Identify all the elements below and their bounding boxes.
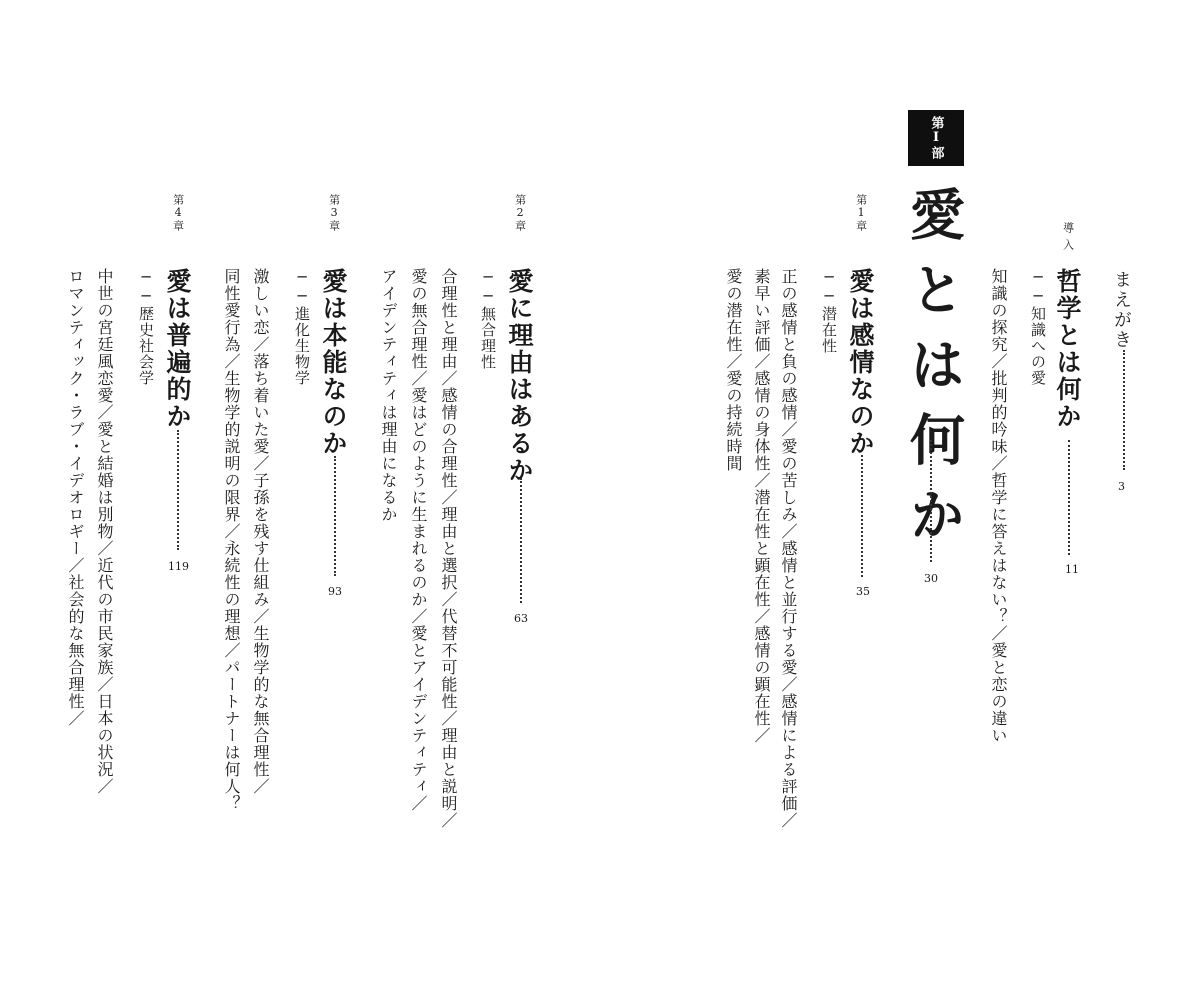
preface-leader bbox=[1123, 350, 1125, 470]
part-page: 30 bbox=[924, 572, 938, 585]
chapter2-topic-line: アイデンティティは理由になるか bbox=[379, 268, 398, 523]
chapter1-leader bbox=[861, 455, 863, 577]
preface-page: 3 bbox=[1118, 480, 1125, 493]
chapter3-topic-line: 同性愛行為／生物学的説明の限界／永続性の理想／パートナーは何人？ bbox=[222, 268, 241, 812]
chapter4-label: 第4章 bbox=[171, 194, 185, 232]
chapter1-topic-line: 素早い評価／感情の身体性／潜在性と顕在性／感情の顕在性／ bbox=[752, 268, 771, 744]
chapter3-page: 93 bbox=[328, 585, 342, 598]
chapter3-title[interactable]: 愛は本能なのか bbox=[319, 268, 348, 457]
chapter3-leader bbox=[334, 456, 336, 576]
chapter1-subtitle: ──潜在性 bbox=[820, 268, 838, 354]
chapter2-topic-line: 愛の無合理性／愛はどのように生まれるのか／愛とアイデンティティ／ bbox=[409, 268, 428, 812]
intro-topics: 知識の探究／批判的吟味／哲学に答えはない？／愛と恋の違い bbox=[989, 268, 1008, 744]
part-title[interactable]: 愛とは何か bbox=[901, 186, 966, 561]
chapter4-leader bbox=[177, 430, 179, 550]
chapter1-topic-line: 愛の潜在性／愛の持続時間 bbox=[724, 268, 743, 472]
chapter3-subtitle: ──進化生物学 bbox=[293, 268, 311, 386]
chapter2-topic-line: 合理性と理由／感情の合理性／理由と選択／代替不可能性／理由と説明／ bbox=[439, 268, 458, 829]
chapter2-leader bbox=[520, 478, 522, 603]
chapter4-page: 119 bbox=[168, 560, 189, 573]
intro-leader bbox=[1068, 440, 1070, 555]
part-leader bbox=[930, 440, 932, 562]
chapter2-subtitle: ──無合理性 bbox=[479, 268, 497, 370]
preface-title[interactable]: まえがき bbox=[1111, 270, 1132, 350]
chapter1-title[interactable]: 愛は感情なのか bbox=[846, 268, 875, 457]
chapter4-title[interactable]: 愛は普遍的か bbox=[163, 268, 192, 430]
part-label: 第Ⅰ部 bbox=[928, 116, 944, 160]
chapter1-page: 35 bbox=[856, 585, 870, 598]
chapter2-label: 第2章 bbox=[513, 194, 527, 232]
intro-label: 導入 bbox=[1061, 222, 1075, 256]
intro-title[interactable]: 哲学とは何か bbox=[1053, 268, 1082, 430]
chapter2-page: 63 bbox=[514, 612, 528, 625]
intro-subtitle: ──知識への愛 bbox=[1029, 268, 1047, 386]
chapter1-topic-line: 正の感情と負の感情／愛の苦しみ／感情と並行する愛／感情による評価／ bbox=[779, 268, 798, 829]
chapter4-subtitle: ──歴史社会学 bbox=[137, 268, 155, 386]
chapter4-topic-line: ロマンティック・ラブ・イデオロギー／社会的な無合理性／ bbox=[66, 268, 85, 727]
chapter3-topic-line: 激しい恋／落ち着いた愛／子孫を残す仕組み／生物学的な無合理性／ bbox=[251, 268, 270, 795]
intro-page: 11 bbox=[1065, 563, 1079, 576]
part-badge bbox=[908, 110, 964, 166]
chapter2-title[interactable]: 愛に理由はあるか bbox=[505, 268, 534, 484]
chapter4-topic-line: 中世の宮廷風恋愛／愛と結婚は別物／近代の市民家族／日本の状況／ bbox=[95, 268, 114, 795]
chapter3-label: 第3章 bbox=[327, 194, 341, 232]
chapter1-label: 第1章 bbox=[854, 194, 868, 232]
